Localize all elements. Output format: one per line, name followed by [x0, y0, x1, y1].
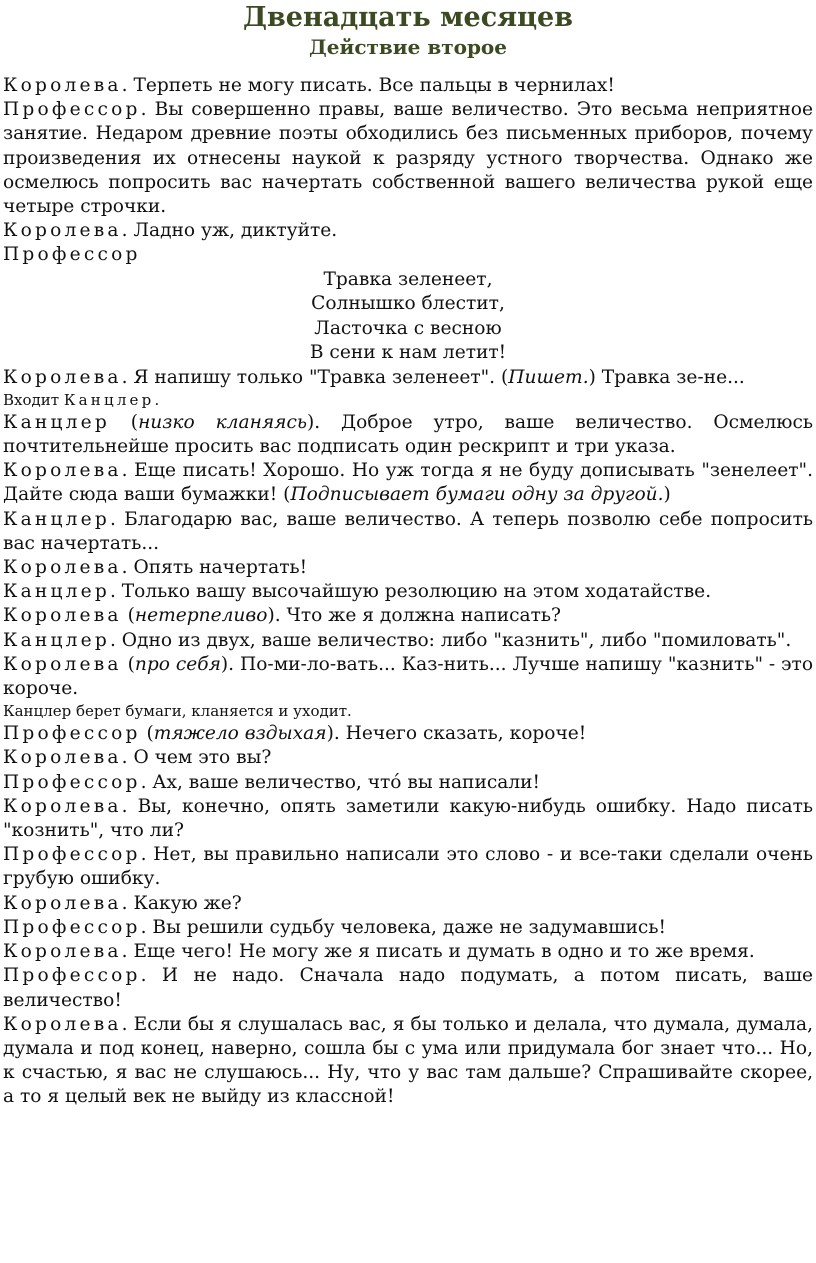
dialogue-line [3, 722, 813, 746]
line-text: ( [121, 605, 135, 627]
dialogue-line [3, 219, 813, 243]
line-text: . Ах, ваше величество, что́ вы написали! [140, 771, 541, 793]
speaker-name: Королева [3, 366, 122, 388]
page-subtitle: Действие второе [308, 35, 507, 59]
line-text: . О чем это вы? [121, 747, 272, 769]
speaker-name: Канцлер [63, 390, 155, 409]
dialogue-line [3, 411, 813, 459]
stage-direction [3, 701, 813, 722]
dialogue-line [3, 916, 813, 940]
dialogue-line [3, 940, 813, 964]
dialogue-line [3, 892, 813, 916]
speaker-name: Королева [3, 75, 122, 96]
direction-text: . [154, 390, 160, 409]
line-text: ). Доброе утро, ваше величество. Осмелюсь почтительнейше просить вас подписать один рескрипт и три указа. [3, 411, 813, 458]
speaker-name: Королева [3, 892, 122, 914]
line-text: . Вы, конечно, опять заметили какую-нибудь ошибку. Надо писать "кознить", что ли? [3, 795, 813, 842]
speaker-name: Королева [3, 460, 122, 482]
line-text: . Какую же? [121, 892, 242, 914]
page-title: Двенадцать месяцев [243, 2, 573, 33]
dialogue-line [3, 1013, 813, 1110]
line-text: . Если бы я слушалась вас, я бы только и делала, что думала, думала, думала и под конец, наверно, сошла бы с ума или придумала бог знает что... Но, к счастью, я вас не слушаюсь... Ну, что у вас там дальше? Спрашивайте скорее, а то я целый век не выйду из классной! [3, 1013, 813, 1108]
stage-remark: низко кланяясь [138, 411, 308, 433]
speaker-name: Канцлер [3, 629, 110, 651]
dialogue-line [3, 366, 813, 390]
line-text: ( [121, 653, 135, 675]
stage-remark: тяжело вздыхая [153, 723, 327, 745]
speaker-name: Канцлер [3, 411, 110, 433]
line-text: . Нет, вы правильно написали это слово - и все-таки сделали очень грубую ошибку. [3, 844, 813, 890]
line-text: . Я напишу только "Травка зеленеет". ( [121, 366, 509, 388]
speaker-name: Королева [3, 605, 122, 627]
speaker-name: Королева [3, 941, 122, 963]
line-text: . Одно из двух, ваше величество: либо "казнить", либо "помиловать". [109, 629, 792, 651]
line-text: ( [109, 411, 139, 433]
line-text: ) [663, 484, 671, 506]
dialogue-continued [3, 366, 813, 1110]
stage-remark: Пишет. [508, 366, 589, 388]
speaker-name: Королева [3, 220, 122, 242]
line-text: ). Что же я должна написать? [267, 605, 562, 627]
speaker-name: Профессор [3, 965, 141, 987]
line-text: . Ладно уж, диктуйте. [121, 220, 338, 242]
dialogue-line [3, 629, 813, 653]
dialogue-line [3, 74, 813, 98]
speaker-name: Королева [3, 1013, 122, 1035]
poem-line: Травка зеленеет, [323, 268, 493, 290]
dialogue-line [3, 98, 813, 219]
line-text: . Еще писать! Хорошо. Но уж тогда я не буду дописывать "зенелеет". Дайте сюда ваши бумажки! ( [3, 460, 813, 506]
poem-line: Солнышко блестит, [311, 293, 505, 315]
direction-text: Канцлер берет бумаги, кланяется и уходит. [3, 702, 352, 721]
poem-line: Ласточка с весною [314, 317, 502, 339]
speaker-name: Профессор [3, 244, 141, 266]
speaker-name: Профессор [3, 99, 141, 121]
dialogue-line [3, 459, 813, 507]
stage-direction [3, 390, 813, 411]
line-text: ( [140, 723, 154, 745]
speaker-name: Профессор [3, 844, 141, 866]
speaker-name: Канцлер [3, 508, 110, 530]
dialogue-line [3, 843, 813, 891]
direction-text: Входит [3, 390, 64, 409]
speaker-name: Профессор [3, 916, 141, 938]
play-text [3, 74, 813, 1110]
poem [3, 268, 813, 366]
line-text: . Вы решили судьбу человека, даже не задумавшись! [140, 916, 666, 938]
speaker-name: Канцлер [3, 581, 110, 603]
stage-remark: Подписывает бумаги одну за другой. [290, 484, 664, 506]
dialogue-line [3, 964, 813, 1012]
line-text: . Вы совершенно правы, ваше величество. Это весьма неприятное занятие. Недаром древние поэты обходились без письменных приборов, почему произведения их отнесены наукой к разряду устного творчества. Однако же осмелюсь попросить вас начертать собственной вашего величества рукой еще четыре строчки. [3, 99, 813, 218]
stage-remark: про себя [134, 653, 221, 675]
dialogue-line [3, 508, 813, 556]
line-text: . Терпеть не могу писать. Все пальцы в чернилах! [121, 75, 615, 96]
line-text: . И не надо. Сначала надо подумать, а потом писать, ваше величество! [3, 965, 813, 1011]
line-text: ) Травка зе-не... [588, 366, 745, 388]
line-text: ). Нечего сказать, короче! [326, 723, 587, 745]
line-text: . Опять начертать! [121, 557, 308, 579]
dialogue-line [3, 604, 813, 628]
line-text: . Еще чего! Не могу же я писать и думать в одно и то же время. [121, 941, 755, 963]
dialogue-line [3, 771, 813, 795]
speaker-name: Королева [3, 747, 122, 769]
dialogue-line [3, 243, 813, 267]
dialogue-line [3, 795, 813, 843]
dialogue-line [3, 556, 813, 580]
line-text: ). По-ми-ло-вать... Каз-нить... Лучше напишу "казнить" - это короче. [3, 653, 814, 700]
stage-remark: нетерпеливо [134, 605, 268, 627]
speaker-name: Королева [3, 653, 122, 675]
dialogue-line [3, 746, 813, 770]
speaker-name: Профессор [3, 723, 141, 745]
line-text: . Благодарю вас, ваше величество. А теперь позволю себе попросить вас начертать... [3, 508, 813, 554]
speaker-name: Профессор [3, 771, 141, 793]
poem-line: В сени к нам летит! [309, 342, 507, 364]
dialogue-line [3, 580, 813, 604]
speaker-name: Королева [3, 795, 122, 817]
line-text: . Только вашу высочайшую резолюцию на этом ходатайстве. [109, 581, 712, 603]
speaker-name: Королева [3, 557, 122, 579]
dialogue-line [3, 653, 813, 701]
